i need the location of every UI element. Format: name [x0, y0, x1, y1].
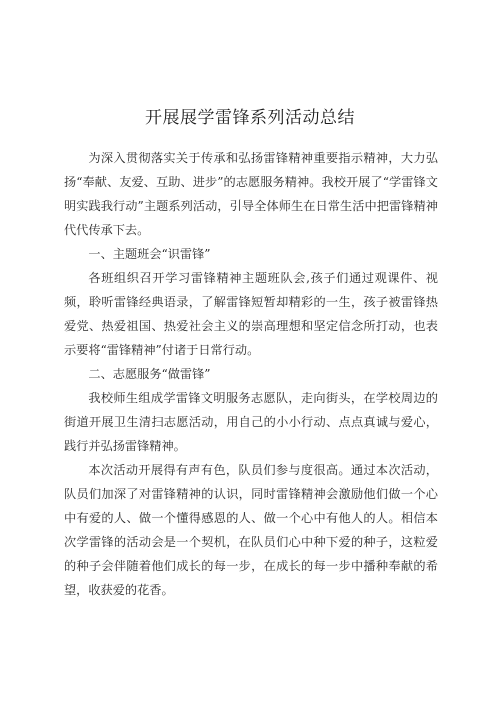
section-1-paragraph: 各班组织召开学习雷锋精神主题班队会,孩子们通过观课件、视频，聆听雷锋经典语录，了解雷锋短暂却精彩的一生，孩子被雷锋热爱党、热爱祖国、热爱社会主义的崇高理想和坚定信念所打动，也表示要将“雷锋精神”付诸于日常行动。: [64, 271, 438, 357]
document-title: 开展展学雷锋系列活动总结: [145, 108, 355, 128]
conclusion-paragraph: 本次活动开展得有声有色，队员们参与度很高。通过本次活动，队员们加深了对雷锋精神的认识，同时雷锋精神会激励他们做一个心中有爱的人、做一个懂得感恩的人、做一个心中有他人的人。相信本次学雷锋的活动会是一个契机，在队员们心中种下爱的种子，这粒爱的种子会伴随着他们成长的每一步，在成长的每一步中播种奉献的希望，收获爱的花香。: [64, 463, 438, 597]
section-2-heading: 二、志愿服务“做雷锋”: [88, 367, 211, 381]
section-1-heading: 一、主题班会“识雷锋”: [88, 247, 211, 261]
section-2-paragraph: 我校师生组成学雷锋文明服务志愿队，走向街头，在学校周边的街道开展卫生清扫志愿活动，用自己的小小行动、点点真诚与爱心，践行并弘扬雷锋精神。: [64, 391, 438, 453]
intro-paragraph: 为深入贯彻落实关于传承和弘扬雷锋精神重要指示精神，大力弘扬“奉献、友爱、互助、进步”的志愿服务精神。我校开展了“学雷锋文明实践我行动”主题系列活动，引导全体师生在日常生活中把雷锋精神代代传承下去。: [64, 151, 438, 237]
document-body: [64, 146, 438, 602]
